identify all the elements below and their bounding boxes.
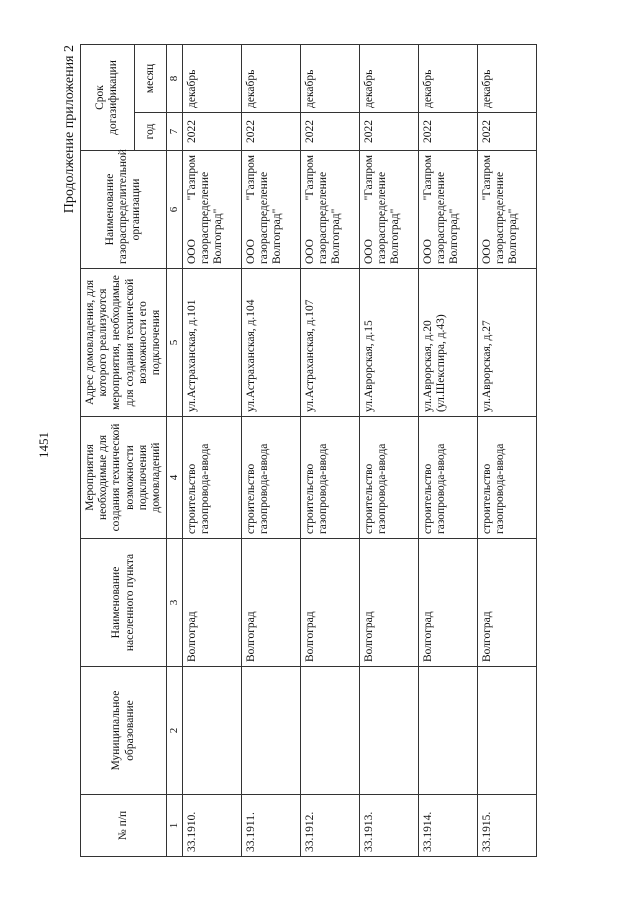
year: 2022	[477, 113, 536, 151]
page-number: 1451	[36, 432, 51, 458]
column-number: 2	[167, 667, 183, 795]
table-row	[359, 45, 418, 857]
column-number: 1	[167, 795, 183, 857]
municipality	[182, 667, 241, 795]
municipality	[418, 667, 477, 795]
row-number: 33.1915.	[477, 795, 536, 857]
address: ул.Астраханская, д.101	[182, 269, 241, 417]
continuation-caption: Продолжение приложения 2	[62, 45, 77, 214]
municipality	[300, 667, 359, 795]
column-number: 4	[167, 417, 183, 539]
header-col3: Наименование населенного пункта	[81, 539, 167, 667]
municipality	[241, 667, 300, 795]
table-row	[241, 45, 300, 857]
gas-org: ООО "Газпром газораспределение Волгоград"	[359, 151, 418, 269]
data-table	[80, 44, 537, 857]
header-row	[81, 45, 135, 857]
address: ул.Аврорская, д.20 (ул.Шекспира, д.43)	[418, 269, 477, 417]
gas-org: ООО "Газпром газораспределение Волгоград"	[241, 151, 300, 269]
settlement: Волгоград	[359, 539, 418, 667]
measure: строительство газопровода-ввода	[182, 417, 241, 539]
address: ул.Астраханская, д.107	[300, 269, 359, 417]
gas-org: ООО "Газпром газораспределение Волгоград"	[418, 151, 477, 269]
measure: строительство газопровода-ввода	[477, 417, 536, 539]
header-col8: месяц	[134, 45, 167, 113]
row-number: 33.1914.	[418, 795, 477, 857]
settlement: Волгоград	[477, 539, 536, 667]
settlement: Волгоград	[418, 539, 477, 667]
month: декабрь	[477, 45, 536, 113]
column-number: 3	[167, 539, 183, 667]
row-number: 33.1910.	[182, 795, 241, 857]
table-row	[477, 45, 536, 857]
municipality	[359, 667, 418, 795]
column-number: 5	[167, 269, 183, 417]
year: 2022	[418, 113, 477, 151]
row-number: 33.1911.	[241, 795, 300, 857]
row-number: 33.1912.	[300, 795, 359, 857]
month: декабрь	[359, 45, 418, 113]
settlement: Волгоград	[241, 539, 300, 667]
municipality	[477, 667, 536, 795]
address: ул.Аврорская, д.15	[359, 269, 418, 417]
year: 2022	[241, 113, 300, 151]
measure: строительство газопровода-ввода	[300, 417, 359, 539]
header-col7: год	[134, 113, 167, 151]
header-col6: Наименование газораспределительной организации	[81, 151, 167, 269]
gas-org: ООО "Газпром газораспределение Волгоград"	[182, 151, 241, 269]
month: декабрь	[182, 45, 241, 113]
header-col5: Адрес домовладения, для которого реализуются мероприятия, необходимые для создания технической возможности его подключения	[81, 269, 167, 417]
gas-org: ООО "Газпром газораспределение Волгоград"	[477, 151, 536, 269]
header-col1: № п/п	[81, 795, 167, 857]
row-number: 33.1913.	[359, 795, 418, 857]
header-col4: Мероприятия необходимые для создания технической возможности подключения домовладений	[81, 417, 167, 539]
measure: строительство газопровода-ввода	[359, 417, 418, 539]
address: ул.Астраханская, д.104	[241, 269, 300, 417]
header-col2: Муниципальное образование	[81, 667, 167, 795]
column-number: 8	[167, 45, 183, 113]
measure: строительство газопровода-ввода	[418, 417, 477, 539]
table-row	[182, 45, 241, 857]
table-row	[300, 45, 359, 857]
year: 2022	[300, 113, 359, 151]
gas-org: ООО "Газпром газораспределение Волгоград"	[300, 151, 359, 269]
measure: строительство газопровода-ввода	[241, 417, 300, 539]
month: декабрь	[300, 45, 359, 113]
column-number-row	[167, 45, 183, 857]
address: ул.Аврорская, д.27	[477, 269, 536, 417]
month: декабрь	[418, 45, 477, 113]
column-number: 6	[167, 151, 183, 269]
month: декабрь	[241, 45, 300, 113]
settlement: Волгоград	[182, 539, 241, 667]
table-row	[418, 45, 477, 857]
column-number: 7	[167, 113, 183, 151]
year: 2022	[182, 113, 241, 151]
header-col78: Срок догазификации	[81, 45, 135, 151]
year: 2022	[359, 113, 418, 151]
settlement: Волгоград	[300, 539, 359, 667]
